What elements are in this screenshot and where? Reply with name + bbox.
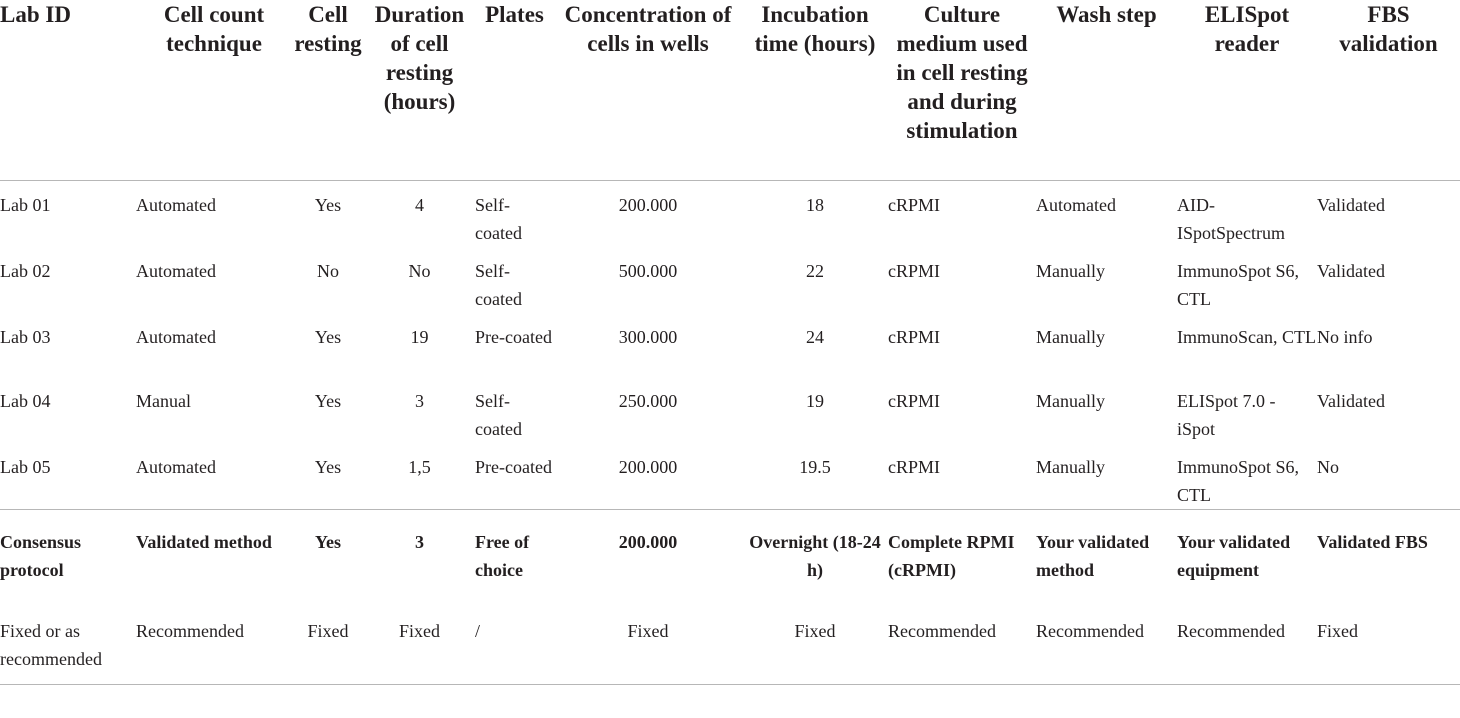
table-cell: Free of choice bbox=[475, 510, 554, 617]
table-cell: 250.000 bbox=[618, 391, 678, 411]
column-header: Cell count technique bbox=[136, 0, 292, 180]
table-cell: Fixed bbox=[742, 617, 888, 685]
table-cell: Lab 02 bbox=[0, 260, 51, 281]
table-cell: Validated bbox=[1317, 260, 1385, 281]
table-cell: Self-coated bbox=[475, 260, 522, 309]
table-cell: Fixed or as recommended bbox=[0, 617, 136, 685]
table-cell: No bbox=[408, 260, 431, 281]
table-cell: Lab 04 bbox=[0, 391, 51, 411]
table-cell: Validated FBS bbox=[1317, 510, 1460, 617]
table-cell: 4 bbox=[415, 194, 424, 215]
column-header: Wash step bbox=[1036, 0, 1177, 180]
table-cell: Self-coated bbox=[475, 391, 522, 439]
column-header: Cell resting bbox=[292, 0, 364, 180]
table-cell: Validated method bbox=[136, 510, 292, 617]
column-header: Duration of cell resting (hours) bbox=[364, 0, 475, 180]
table-cell: Fixed bbox=[364, 617, 475, 685]
column-header: FBS validation bbox=[1317, 0, 1460, 180]
table-cell: Yes bbox=[314, 391, 342, 411]
table-cell: Automated bbox=[1036, 194, 1116, 215]
table-cell: Manually bbox=[1036, 260, 1105, 281]
table-cell: Validated bbox=[1317, 391, 1385, 411]
table-cell: 3 bbox=[415, 391, 424, 411]
table-cell: AID-ISpotSpectrum bbox=[1177, 194, 1285, 243]
table-row bbox=[0, 180, 1460, 247]
table-cell: 19 bbox=[806, 391, 824, 411]
table-cell: cRPMI bbox=[888, 457, 941, 477]
table-cell: Automated bbox=[136, 326, 216, 347]
table-cell: ImmunoSpot S6, CTL bbox=[1177, 260, 1300, 309]
table-row bbox=[0, 247, 1460, 313]
table-cell: Recommended bbox=[1036, 617, 1177, 685]
table-cell: Complete RPMI (cRPMI) bbox=[888, 510, 1036, 617]
table-cell: No bbox=[1317, 457, 1339, 477]
table-cell: Pre-coated bbox=[475, 326, 552, 347]
table-cell: No info bbox=[1317, 326, 1373, 347]
table-cell: Fixed bbox=[554, 617, 742, 685]
column-header: Concentration of cells in wells bbox=[554, 0, 742, 180]
table-cell: 500.000 bbox=[618, 260, 678, 281]
table-cell: 300.000 bbox=[618, 326, 678, 347]
table-cell: Automated bbox=[136, 260, 216, 281]
consensus-row bbox=[0, 510, 1460, 617]
table-cell: Self-coated bbox=[475, 194, 522, 243]
column-header: Incubation time (hours) bbox=[742, 0, 888, 180]
table-cell: Pre-coated bbox=[475, 457, 552, 477]
table-cell: 200.000 bbox=[618, 194, 678, 215]
table-cell: Recommended bbox=[888, 617, 1036, 685]
table-cell: Overnight (18-24 h) bbox=[742, 510, 888, 617]
table-cell: cRPMI bbox=[888, 260, 941, 281]
table-cell: ImmunoSpot S6, CTL bbox=[1177, 457, 1300, 505]
column-header: Culture medium used in cell resting and during stimulation bbox=[888, 0, 1036, 180]
table-cell: 3 bbox=[364, 510, 475, 617]
table-cell: Yes bbox=[314, 457, 342, 477]
table-cell: Manually bbox=[1036, 326, 1105, 347]
table-cell: 1,5 bbox=[408, 457, 431, 477]
table-cell: Manually bbox=[1036, 457, 1105, 477]
table-cell: 19.5 bbox=[799, 457, 831, 477]
table-cell: 200.000 bbox=[618, 457, 678, 477]
column-header: Plates bbox=[475, 0, 554, 180]
header-row bbox=[0, 0, 1460, 180]
table-cell: Your validated equipment bbox=[1177, 510, 1317, 617]
table-cell: Yes bbox=[292, 510, 364, 617]
table-cell: Automated bbox=[136, 457, 216, 477]
table-cell: Consensus protocol bbox=[0, 510, 136, 617]
table-cell: Lab 03 bbox=[0, 326, 51, 347]
table-row bbox=[0, 377, 1460, 443]
table-cell: cRPMI bbox=[888, 326, 941, 347]
table-cell: cRPMI bbox=[888, 391, 941, 411]
table-cell: Your validated method bbox=[1036, 510, 1177, 617]
table-row bbox=[0, 443, 1460, 510]
table-cell: 19 bbox=[410, 326, 429, 347]
table-cell: cRPMI bbox=[888, 194, 941, 215]
table-cell: 18 bbox=[806, 194, 824, 215]
table-cell: ImmunoScan, CTL bbox=[1177, 326, 1316, 347]
table-cell: Automated bbox=[136, 194, 216, 215]
table-cell: Fixed bbox=[1317, 617, 1460, 685]
table-cell: Fixed bbox=[292, 617, 364, 685]
table-cell: Lab 01 bbox=[0, 194, 51, 215]
table-cell: Manually bbox=[1036, 391, 1105, 411]
column-header: Lab ID bbox=[0, 0, 136, 180]
column-header: ELISpot reader bbox=[1177, 0, 1317, 180]
table-cell: Yes bbox=[314, 326, 342, 347]
table-cell: ELISpot 7.0 - iSpot bbox=[1177, 391, 1276, 439]
table-cell: Validated bbox=[1317, 194, 1385, 215]
table-cell: Recommended bbox=[136, 617, 292, 685]
table-cell: Recommended bbox=[1177, 617, 1317, 685]
table-cell: Yes bbox=[314, 194, 342, 215]
table-cell: 24 bbox=[806, 326, 824, 347]
table-cell: Lab 05 bbox=[0, 457, 51, 477]
table-cell: Manual bbox=[136, 391, 191, 411]
table-cell: 200.000 bbox=[554, 510, 742, 617]
table-cell: No bbox=[317, 260, 339, 281]
table-cell: 22 bbox=[806, 260, 824, 281]
fixed-or-recommended-row bbox=[0, 617, 1460, 685]
table-cell: / bbox=[475, 617, 554, 685]
table-row bbox=[0, 313, 1460, 378]
